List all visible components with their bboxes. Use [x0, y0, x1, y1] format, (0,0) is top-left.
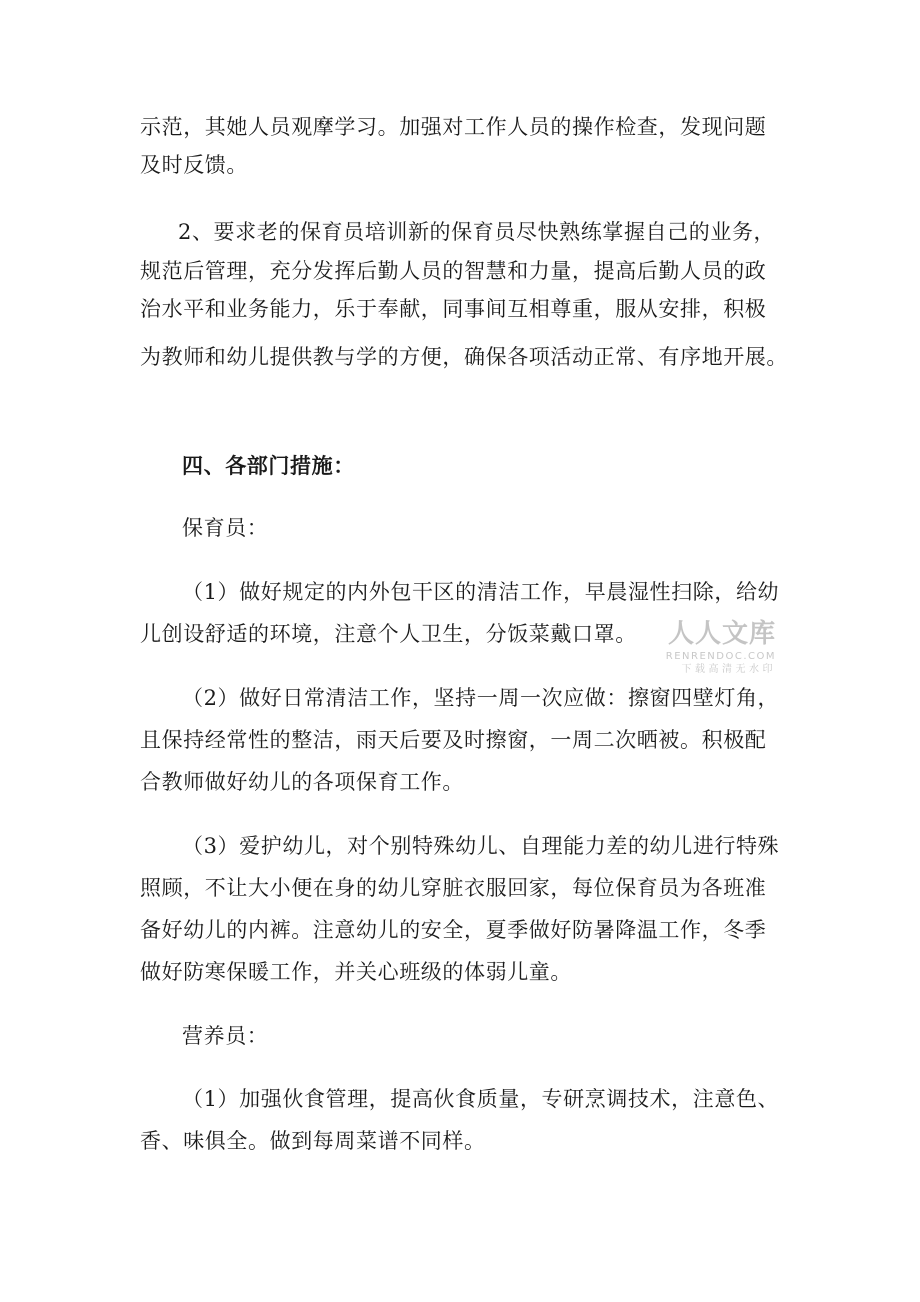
text-line: 且保持经常性的整洁，雨天后要及时擦窗，一周二次晒被。积极配 [140, 728, 767, 752]
section-heading: 四、各部门措施： [182, 453, 355, 478]
watermark-domain: RENRENDOC.COM [665, 651, 776, 662]
text-line: 示范，其她人员观摩学习。加强对工作人员的操作检查，发现问题 [140, 115, 767, 139]
text-line: 治水平和业务能力，乐于奉献，同事间互相尊重，服从安排，积极 [140, 297, 767, 321]
text-line: 备好幼儿的内裤。注意幼儿的安全，夏季做好防暑降温工作，冬季 [140, 918, 767, 942]
watermark-title: 人人文库 [667, 619, 776, 649]
subsection-label: 营养员： [182, 1024, 269, 1048]
text-line: 做好防寒保暖工作，并关心班级的体弱儿童。 [140, 960, 572, 984]
text-line: 照顾，不让大小便在身的幼儿穿脏衣服回家，每位保育员为各班准 [140, 876, 767, 900]
text-line: 香、味俱全。做到每周菜谱不同样。 [140, 1129, 486, 1153]
watermark [646, 618, 776, 676]
watermark-subtitle: 下载高清无水印 [681, 664, 776, 675]
text-line: （2）做好日常清洁工作，坚持一周一次应做：擦窗四壁灯角， [182, 686, 780, 710]
text-line: （3）爱护幼儿，对个别特殊幼儿、自理能力差的幼儿进行特殊 [182, 834, 780, 858]
text-line: （1）做好规定的内外包干区的清洁工作，早晨湿性扫除，给幼 [182, 580, 780, 604]
text-line: 规范后管理，充分发挥后勤人员的智慧和力量，提高后勤人员的政 [140, 259, 767, 283]
text-line: 2、要求老的保育员培训新的保育员尽快熟练掌握自己的业务， [178, 220, 776, 244]
subsection-label: 保育员： [182, 516, 269, 540]
text-line: 为教师和幼儿提供教与学的方便，确保各项活动正常、有序地开展。 [140, 345, 788, 369]
text-line: （1）加强伙食管理，提高伙食质量，专研烹调技术，注意色、 [182, 1087, 780, 1111]
text-line: 合教师做好幼儿的各项保育工作。 [140, 770, 464, 794]
text-line: 及时反馈。 [140, 153, 248, 177]
text-line: 儿创设舒适的环境，注意个人卫生，分饭菜戴口罩。 [140, 622, 637, 646]
